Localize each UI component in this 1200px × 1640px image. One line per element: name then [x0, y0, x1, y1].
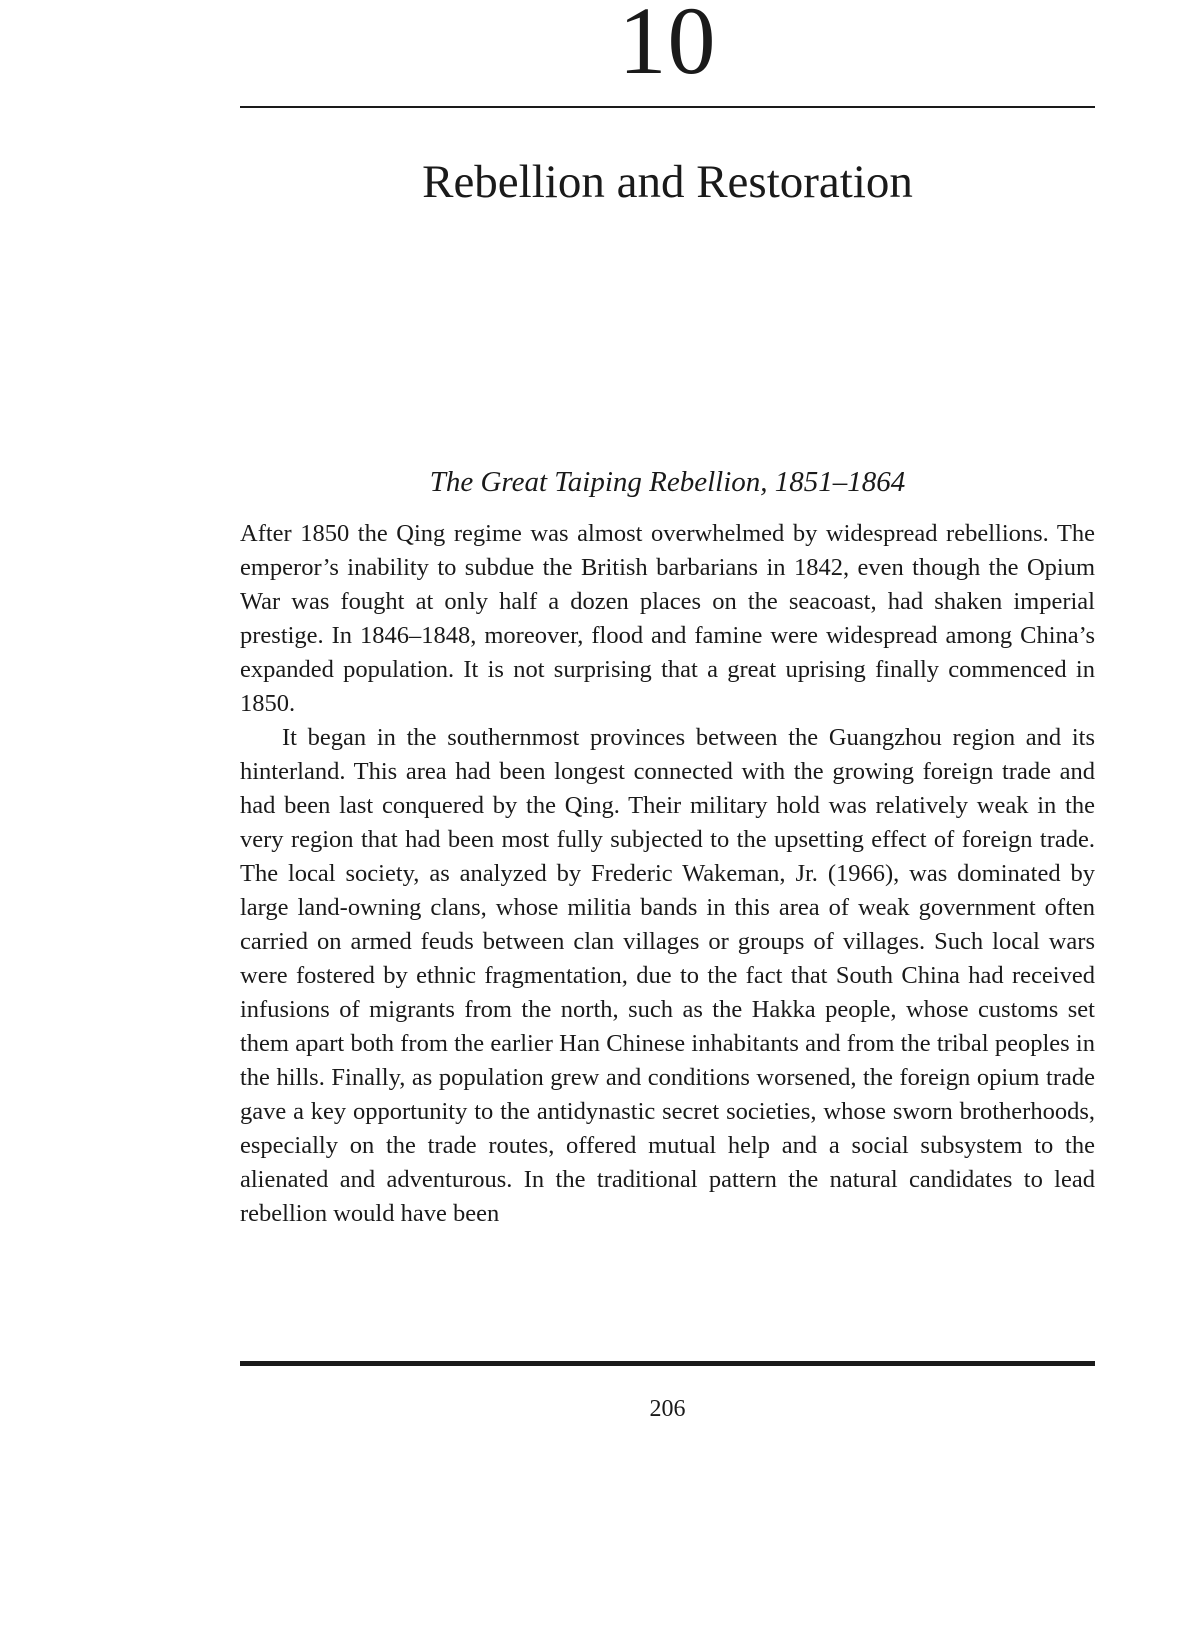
paragraph-1: After 1850 the Qing regime was almost overwhelmed by widespread rebellions. The emperor’s inability to subdue the British barbarians in 1842, even though the Opium War was fought at only half a dozen places on the seacoast, had shaken imperial prestige. In 1846–1848, moreover, flood and famine were widespread among China’s expanded population. It is not surprising that a great uprising finally commenced in 1850. — [240, 520, 1095, 717]
footer-rule — [240, 1361, 1095, 1366]
page-number: 206 — [649, 1396, 686, 1422]
chapter-divider-rule — [240, 106, 1095, 108]
chapter-number: 10 — [618, 0, 717, 94]
chapter-title: Rebellion and Restoration — [422, 156, 913, 208]
paragraph-2: It began in the southernmost provinces between the Guangzhou region and its hinterland. This area had been longest connected with the growing foreign trade and had been last conquered by the Qing. Their military hold was relatively weak in the very region that had been most fully subjected to the upsetting effect of foreign trade. The local society, as analyzed by Frederic Wakeman, Jr. (1966), was dominated by large land-owning clans, whose militia bands in this area of weak government often carried on armed feuds between clan villages or groups of villages. Such local wars were fostered by ethnic fragmentation, due to the fact that South China had received infusions of migrants from the north, such as the Hakka people, whose customs set them apart both from the earlier Han Chinese inhabitants and from the tribal peoples in the hills. Finally, as population grew and conditions worsened, the foreign opium trade gave a key opportunity to the antidynastic secret societies, whose sworn brotherhoods, especially on the trade routes, offered mutual help and a social subsystem to the alienated and adventurous. In the traditional pattern the natural candidates to lead rebellion would have been — [240, 724, 1095, 1227]
section-heading: The Great Taiping Rebellion, 1851–1864 — [429, 466, 906, 498]
body-text — [240, 517, 1095, 1231]
